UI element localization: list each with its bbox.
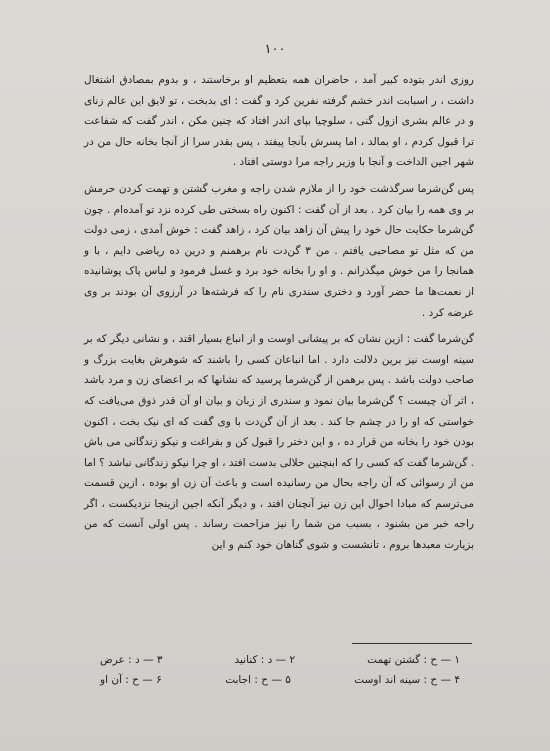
footnote-5: ۵ — ح : اجابت [225,674,291,686]
footnote-1: ۱ — ح : گشتن تهمت [367,654,460,666]
paragraph-3: گن‌شرما گفت : ازین نشان که بر پیشانی اوست و از انباع بسیار اقتد ، و نشانی دیگر که بر سینه اوست نیز برین دلالت دارد . اما انباعان کسی را باشند که شوهرش بغایت بزرگ و صاحب دولت باشد . پس برهمن از گن‌شرما پرسید که نشانها که بر اعضای زن و مرد باشد ، اثر آن چیست ؟ گن‌شرما بیان نمود و سندری از زبان و بیان او آن قدر ذوق می‌یافت که خواستی که او را در چشم جا کند . بعد از آن گن‌دت با وی گفت که ای نیک بخت ، اکنون بودن خود را بخانه من قرار ده ، و این دختر را قبول کن و بفراغت و نیکو زندگانی می باش . گن‌شرما گفت که کسی را که ابنچنین حلالی بدست افتد ، او چرا نیکو زندگانی نباشد ؟ اما من از رسوائی که آن راجه بحال من رسانیده است و باعث آن زن او بوده ، ازین قسمت می‌ترسم که مبادا احوال این زن نیز آنچنان افتد ، و دیگر آنکه اجین ازینجا نزدیکست ، اگر راجه خبر من بشنود ، بسبب من شما را نیز مزاحمت رساند . پس اولی آنست که من بزیارت معبدها بروم ، تانشست و شوی گناهان خود کنم و این [84,333,474,552]
footnote-divider [352,643,472,644]
paragraph-1: روزی اندر بتوده کبیر آمد ، حاضران همه بتعظیم او برخاستند ، و بدوم بمصادق اشتغال داشت ، ر اسبابت اندر خشم گرفته نفرین کرد و گفت : ای بدبخت ، تو لایق این عالم زنای و در عالم بشری ازول گنی ، سلوچیا بپای اندر افتاد که چنین مکن ، اندر گفت که شفاعت ترا قبول کردم ، او بمالد ، اما پسرش بآنجا پیفتد ، پس بقدر سرا از آنجا بخانه حال من در شهر اجین الداخت و آنجا با وزیر راجه مرا دوستی افتاد . [84,74,474,169]
footnote-3: ۳ — د : عرض [100,654,163,666]
footnote-row [100,650,460,670]
footnote-row [100,670,460,690]
page-number: ۱۰۰ [264,42,286,57]
footnote-2: ۲ — د : کنانید [234,654,296,666]
paragraph-2: پس گن‌شرما سرگذشت خود را از ملازم شدن راجه و مغرب گشتن و تهمت کردن حرمش بر وی همه را بیان کرد . بعد از آن گفت : اکنون راه بسختی طی کرده نزد تو آمده‌ام . چون گن‌شرما حکایت حال خود را پیش آن زاهد بیان کرد ، زاهد گفت : خوش آمدی ، زمی دولت من که مثل تو مصاحبی یافتم . من ۳ گن‌دت نام برهمنم و درین ده ریاضی دایم ، با و همانجا را من خوش میگذرانم . و او را بخانه خود برد و غسل فرمود و لباس پاک پوشانیده از نعمت‌ها ما حضر آورد و دختری سندری نام را که فرشته‌ها در آرزوی آن بودند بر وی عرضه کرد . [84,182,474,319]
footnotes [100,650,460,690]
footnote-6: ۶ — ح : آن او [100,674,162,686]
footnote-4: ۴ — ح : سینه اند اوست [354,674,460,686]
main-text [84,70,474,556]
